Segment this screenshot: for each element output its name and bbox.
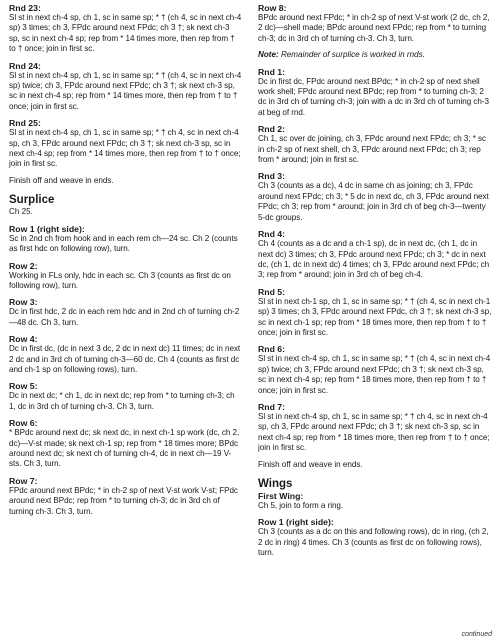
row-4-title: Row 4: [9, 334, 38, 345]
surplice-rnd-7-title: Rnd 7: [258, 401, 286, 412]
first-wing-title: First Wing: [258, 491, 304, 501]
row-6-title: Row 6: [9, 418, 38, 429]
row-3-title: Row 3: [9, 297, 38, 308]
surplice-rnd-2-text: Ch 1, sc over dc joining, ch 3, FPdc around next FPdc; ch 3; * sc in ch-2 sp of next shell, ch 3, FPdc around next FPdc; ch 3; rep from * around; join in first sc. [258, 134, 486, 165]
surplice-rnd-7-text: Sl st in next ch-4 sp, ch 1, sc in same sp; * † ch 4, sc in next ch-4 sp, ch 3, FPdc around next FPdc; ch 3 †; sk next ch-3 sp, sc in next ch-4 sp; rep from * 18 times more, then rep from † to † once; join in first sc. [258, 411, 490, 453]
left-column [9, 3, 242, 523]
row-4-text: Dc in first dc, (dc in next 3 dc, 2 dc in next dc) 11 times; dc in next 2 dc and in 3rd ch of turning ch-3—60 dc. Ch 4 (counts as first dc and ch-1 sp on following rows), turn. [9, 344, 241, 374]
row-7-text: FPdc around next BPdc; * in ch-2 sp of next V-st work V-st; FPdc around next BPdc; rep from * to turning ch-3; dc in 3rd ch of turning ch-3. Ch 3, turn. [9, 485, 238, 516]
row-5-title: Row 5: [9, 381, 38, 392]
surplice-rnd-2-title: Rnd 2: [258, 124, 286, 135]
row-6-block [9, 418, 242, 470]
row-3-block [9, 297, 242, 328]
row-7-block [9, 476, 242, 517]
surplice-rnd-6-title: Rnd 6: [258, 344, 286, 355]
row-2-title: Row 2: [9, 260, 38, 271]
row-5-text: Dc in next dc; * ch 1, dc in next dc; rep from * to turning ch-3; ch 1, dc in 3rd ch of turning ch-3. Ch 3, turn. [9, 391, 235, 411]
surplice-rnd-5-text: Sl st in next ch-1 sp, ch 1, sc in same sp; * † (ch 4, sc in next ch-1 sp) 3 times; ch 3, FPdc around next FPdc, ch 3 †; sk next ch-3 sp, sc in next ch-1 sp; rep from * 18 times more, then rep from † to † once; join in first sc. [258, 296, 492, 337]
surplice-rnd-4-title: Rnd 4: [258, 229, 286, 240]
row-3-text: Dc in first hdc, 2 dc in each rem hdc and in 2nd ch of turning ch-2—48 dc. Ch 3, turn. [9, 307, 240, 327]
row-1-text: Sc in 2nd ch from hook and in each rem ch—24 sc. Ch 2 (counts as first hdc on following row), turn. [9, 233, 238, 254]
row-1-title: Row 1 (right side): [9, 223, 85, 234]
row-5-block [9, 381, 242, 412]
rnd-23-title: Rnd 23: [9, 3, 41, 13]
rnd-23-text: Sl st in next ch-4 sp, ch 1, sc in same sp; * † (ch 4, sc in next ch-4 sp) 3 times; ch 3, FPdc around next FPdc; ch 3 †; sk next ch-3 sp, sc in next ch-4 sp; rep from * 14 times more, then rep from † to † once; join in first sc. [9, 13, 242, 54]
continued-label: continued [461, 631, 492, 638]
row-4-block [9, 334, 242, 375]
surplice-rnd-1-block [258, 67, 492, 119]
rnd-24-text: Sl st in next ch-4 sp, ch 1, sc in same sp; * † (ch 4, sc in next ch-4 sp) twice; ch 3, FPdc around next FPdc; ch 3 †; sk next ch-3 sp, sc in next ch-4 sp; rep from * 14 times more, then rep from † to † once; join in first sc. [9, 70, 242, 111]
surplice-rnd-5-title: Rnd 5: [258, 286, 286, 297]
surplice-note [258, 50, 492, 60]
surplice-rnd-1-text: Dc in first dc, FPdc around next BPdc; * in ch-2 sp of next shell work shell; FPdc around next BPdc; rep from * to turning ch-3; 2 dc in 3rd ch of turning ch-3; join with a dc in 3rd ch of turning ch-3 at beg of rnd. [258, 76, 489, 117]
rnd-25-text: Sl st in next ch-4 sp, ch 1, sc in same sp; * † ch 4, sc in next ch-4 sp, ch 3, FPdc around next FPdc; ch 3 †; sk next ch-3 sp, sc in next ch-4 sp; rep from * 14 times more, then rep from † to † once; join in first sc. [9, 128, 241, 169]
surplice-rnd-3-block [258, 171, 492, 223]
wing-row-1-title: Row 1 (right side): [258, 517, 334, 528]
row-2-text: Working in FLs only, hdc in each sc. Ch 3 (counts as first dc on following row), turn. [9, 270, 231, 290]
first-wing-text: Ch 5, join to form a ring. [258, 501, 344, 510]
surplice-rnd-6-block [258, 344, 492, 396]
finish-off-text: Finish off and weave in ends. [9, 175, 114, 185]
row-6-text: * BPdc around next dc; sk next dc, in next ch-1 sp work (dc, ch 2, dc)—V-st made; sk next ch-1 sp; rep from * 18 times more; BPdc around next dc; sk next ch of turning ch-4, dc in next ch—19 V-sts. Ch 3, turn. [9, 428, 240, 469]
surplice-rnd-3-text: Ch 3 (counts as a dc), 4 dc in same ch as joining; ch 3, FPdc around next FPdc; ch 3; * 5 dc in next dc, ch 3, FPdc around next FPdc; ch 3; rep from * around; join in 3rd ch of beg ch-3—twenty 5-dc groups. [258, 181, 489, 222]
row-2-block [9, 261, 242, 292]
note-text: Remainder of surplice is worked in rnds. [280, 50, 425, 60]
surplice-finish-text: Finish off and weave in ends. [258, 459, 363, 469]
surplice-rnd-5-block [258, 287, 492, 339]
row-7-title: Row 7: [9, 475, 38, 486]
row-1-block [9, 224, 242, 255]
surplice-rnd-4-text: Ch 4 (counts as a dc and a ch-1 sp), dc in next dc, (ch 1, dc in next dc) 3 times; ch 3, FPdc around next FPdc; ch 3; * dc in next dc, (ch 1, dc in next dc) 4 times; ch 3, FPdc around next FPdc; ch 3; rep from * around; join in 3rd ch of beg ch-4. [258, 239, 490, 280]
rnd-25-block [9, 118, 242, 170]
surplice-rnd-6-text: Sl st in next ch-4 sp, ch 1, sc in same sp; * † (ch 4, sc in next ch-4 sp) twice; ch 3, FPdc around next FPdc; ch 3 †; sk next ch-3 sp, sc in next ch-4 sp; rep from * 18 times more, then rep from † to † once; join in first sc. [258, 354, 491, 395]
note-label: Note: [258, 50, 279, 60]
row-8-title: Row 8: [258, 3, 287, 13]
rnd-24-title: Rnd 24: [9, 60, 41, 71]
right-column [258, 3, 492, 565]
surplice-chain: Ch 25. [9, 207, 33, 217]
rnd-23-block [9, 3, 242, 55]
first-wing-block [258, 491, 492, 511]
surplice-rnd-2-block [258, 124, 492, 165]
wings-heading: Wings [258, 478, 293, 490]
surplice-heading: Surplice [9, 194, 55, 207]
rnd-24-block [9, 61, 242, 113]
surplice-rnd-1-title: Rnd 1: [258, 66, 286, 77]
surplice-rnd-3-title: Rnd 3: [258, 171, 286, 182]
row-8-block [258, 3, 492, 44]
surplice-rnd-7-block [258, 402, 492, 454]
surplice-rnd-4-block [258, 229, 492, 281]
wing-row-1-text: Ch 3 (counts as a dc on this and following rows), dc in ring, (ch 2, 2 dc in ring) 4 times. Ch 3 (counts as first dc on following rows), turn. [258, 527, 489, 558]
wing-row-1-block [258, 517, 492, 558]
row-8-text: BPdc around next FPdc; * in ch-2 sp of next V-st work (2 dc, ch 2, 2 dc)—shell made; BPdc around next FPdc; rep from * to turning ch-3; dc in 3rd ch of turning ch-3. Ch 3, turn. [258, 13, 490, 43]
rnd-25-title: Rnd 25: [9, 118, 41, 129]
